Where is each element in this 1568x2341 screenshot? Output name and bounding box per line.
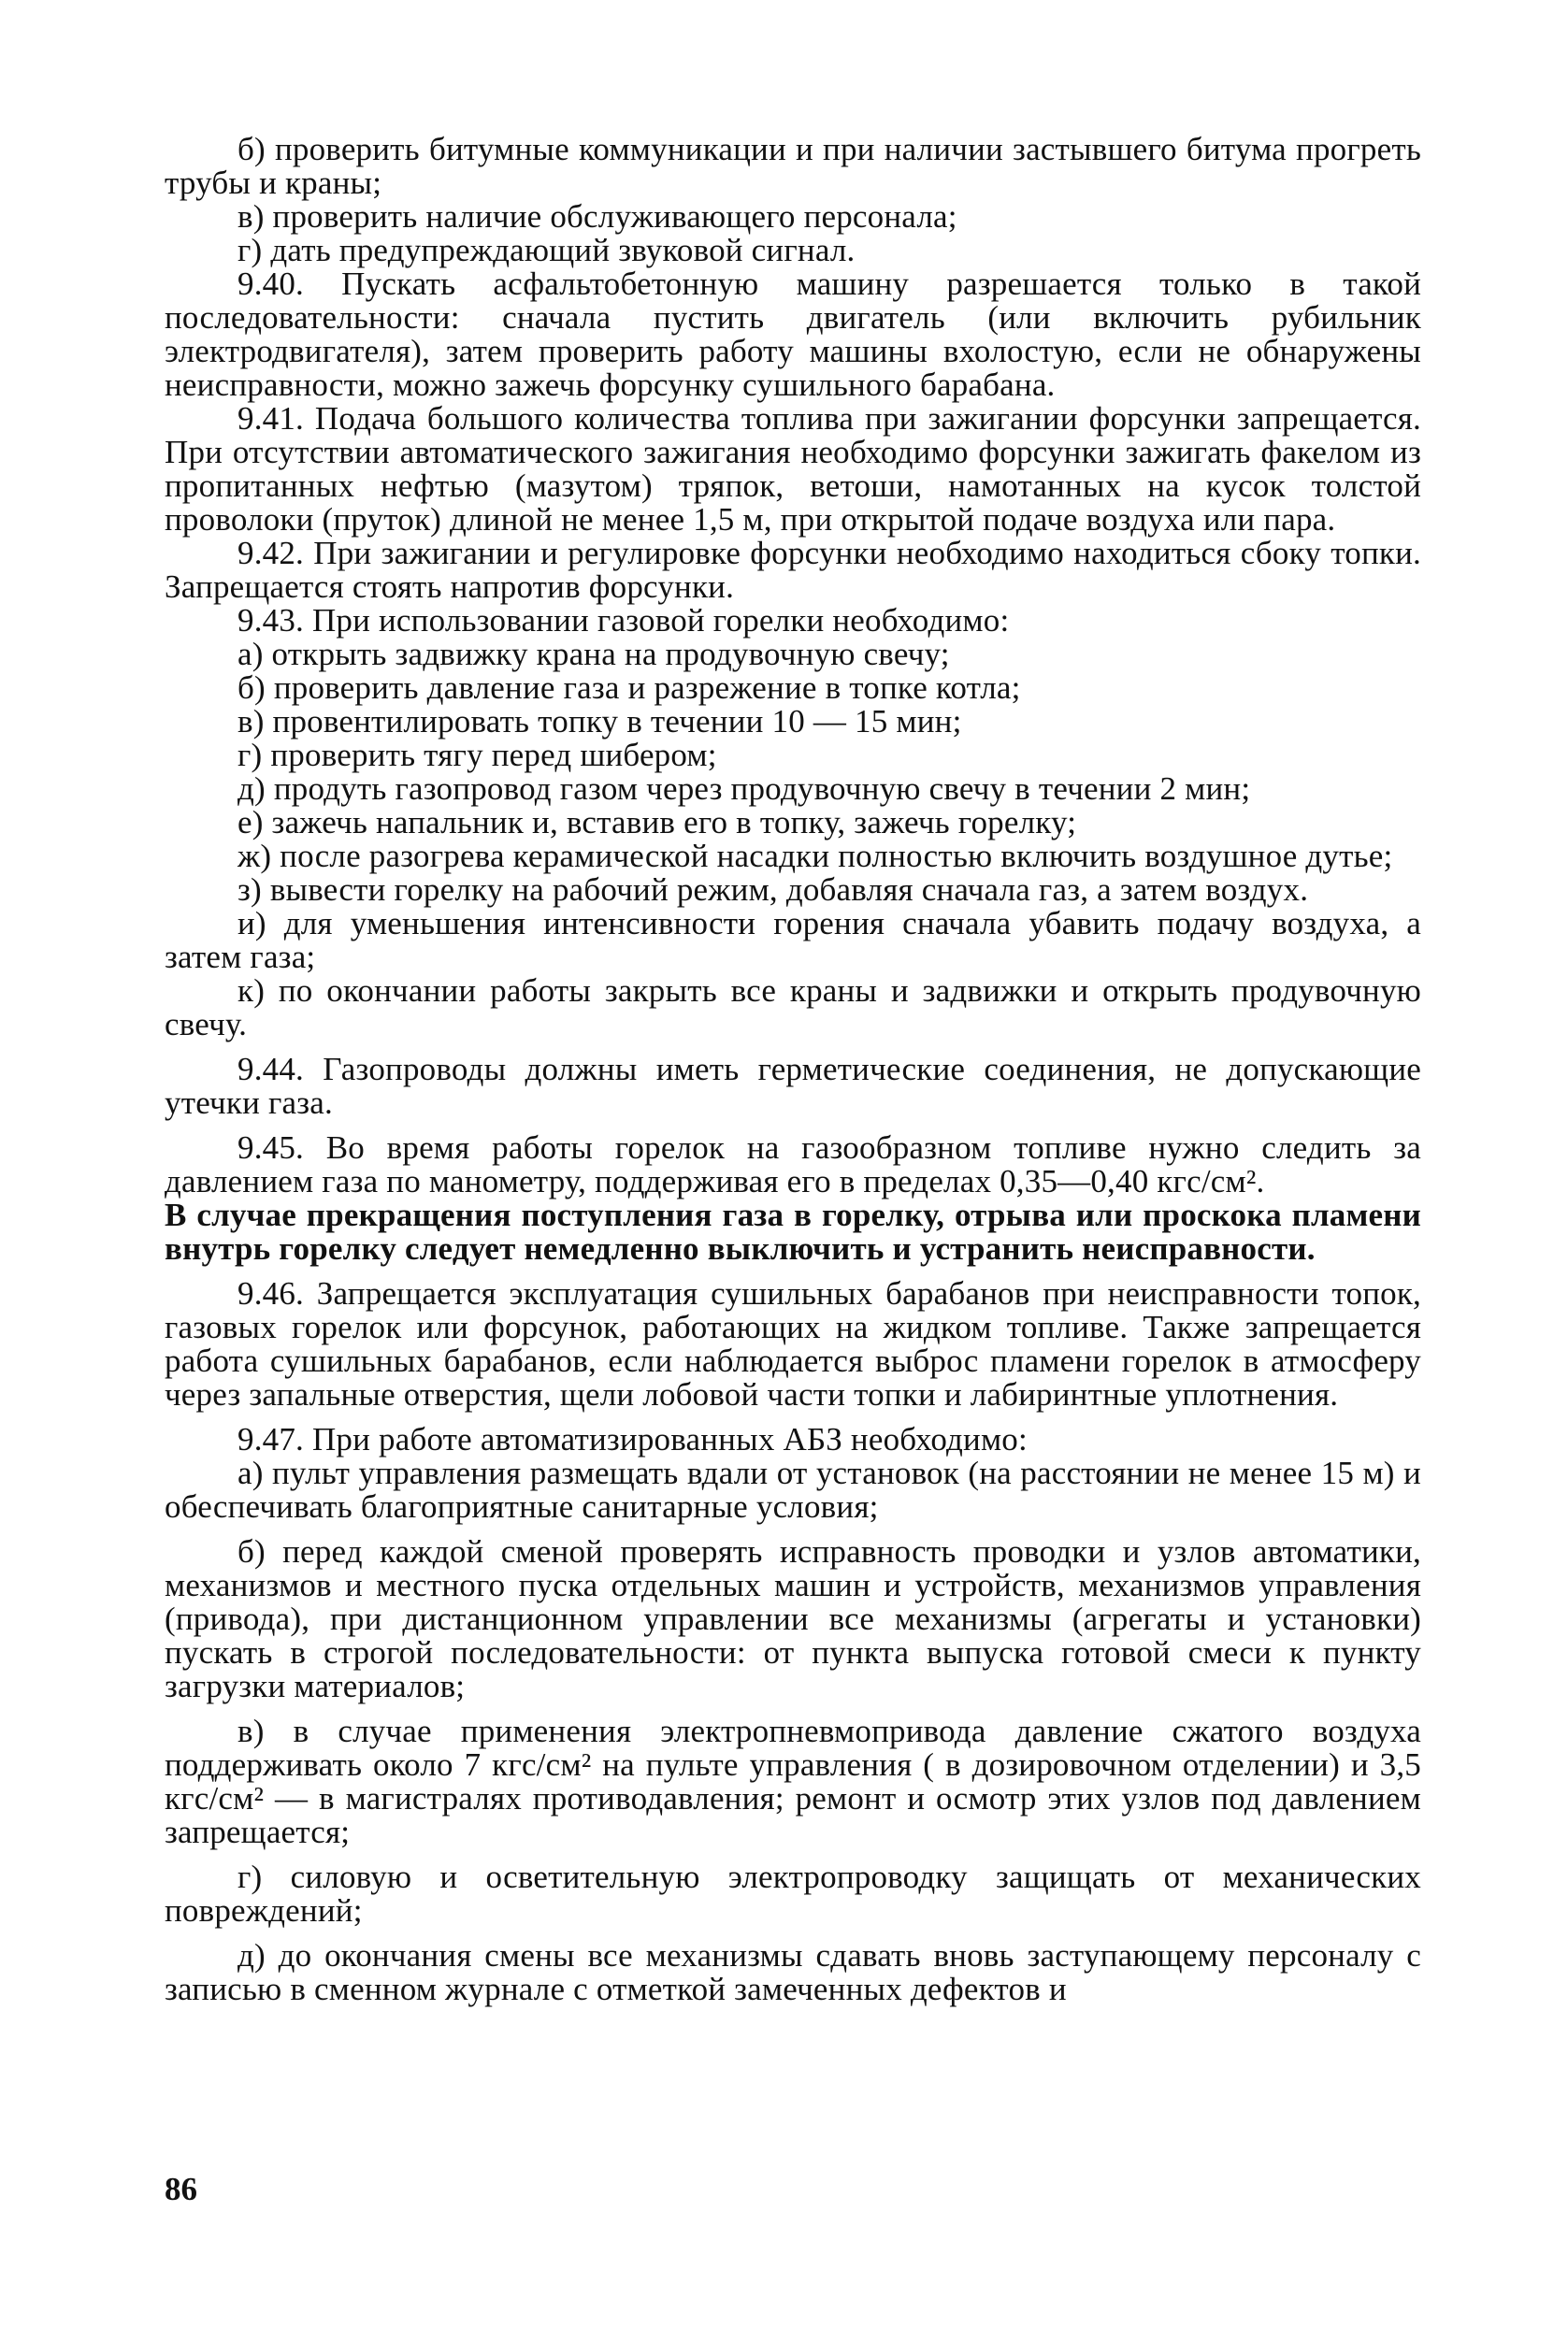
paragraph: 9.47. При работе автоматизированных АБЗ необходимо: (237, 1421, 1028, 1458)
paragraph: 9.43. При использовании газовой горелки необходимо: (237, 602, 1010, 639)
paragraph: 9.46. Запрещается эксплуатация сушильных барабанов при неисправности топок, газовых горелок или форсунок, работающих на жидком топливе. Также запрещается работа сушильных барабанов, если наблюдается выброс пламени горелок в атмосферу через запальные отверстия, щели лобовой части топки и лабиринтные уплотнения. (165, 1275, 1421, 1413)
paragraph: 9.41. Подача большого количества топлива при зажигании форсунки запрещается. При отсутствии автоматического зажигания необходимо форсунки зажигать факелом из пропитанных нефтью (мазутом) тряпок, ветоши, намотанных на кусок толстой проволоки (пруток) длиной не менее 1,5 м, при открытой подаче воздуха или пара. (165, 400, 1421, 538)
paragraph: 9.42. При зажигании и регулировке форсунки необходимо находиться сбоку топки. Запрещается стоять напротив форсунки. (165, 535, 1421, 605)
list-item: г) силовую и осветительную электропроводку защищать от механических повреждений; (165, 1859, 1421, 1929)
list-item: а) открыть задвижку крана на продувочную свечу; (237, 636, 950, 672)
list-item: в) провентилировать топку в течении 10 — 15 мин; (237, 703, 962, 740)
list-item: и) для уменьшения интенсивности горения сначала убавить подачу воздуха, а затем газа; (165, 905, 1421, 975)
list-item: б) проверить давление газа и разрежение в топке котла; (237, 669, 1021, 706)
paragraph: 9.40. Пускать асфальтобетонную машину разрешается только в такой последовательности: сначала пустить двигатель (или включить рубильник электродвигателя), затем проверить работу машины вхолостую, если не обнаружены неисправности, можно зажечь форсунку сушильного барабана. (165, 266, 1421, 403)
list-item: д) продуть газопровод газом через продувочную свечу в течении 2 мин; (237, 770, 1251, 807)
list-item: а) пульт управления размещать вдали от установок (на расстоянии не менее 15 м) и обеспечивать благоприятные санитарные условия; (165, 1455, 1421, 1525)
list-item: д) до окончания смены все механизмы сдавать вновь заступающему персоналу с записью в сменном журнале с отметкой замеченных дефектов и (165, 1937, 1421, 2007)
paragraph: б) проверить битумные коммуникации и при наличии застывшего битума прогреть трубы и краны; (165, 131, 1421, 201)
list-item: з) вывести горелку на рабочий режим, добавляя сначала газ, а затем воздух. (237, 871, 1309, 908)
body-text (165, 133, 1421, 2006)
paragraph: 9.45. Во время работы горелок на газообразном топливе нужно следить за давлением газа по манометру, поддерживая его в пределах 0,35—0,40 кгс/см². (165, 1129, 1421, 1199)
warning-paragraph: В случае прекращения поступления газа в горелку, отрыва или проскока пламени внутрь горелку следует немедленно выключить и устранить неисправности. (165, 1197, 1421, 1267)
paragraph: в) проверить наличие обслуживающего персонала; (237, 198, 957, 235)
list-item: е) зажечь напальник и, вставив его в топку, зажечь горелку; (237, 804, 1077, 840)
list-item: ж) после разогрева керамической насадки полностью включить воздушное дутье; (237, 838, 1393, 874)
list-item: б) перед каждой сменой проверять исправность проводки и узлов автоматики, механизмов и местного пуска отдельных машин и устройств, механизмов управления (привода), при дистанционном управлении все механизмы (агрегаты и установки) пускать в строгой последовательности: от пункта выпуска готовой смеси к пункту загрузки материалов; (165, 1533, 1421, 1704)
paragraph: г) дать предупреждающий звуковой сигнал. (237, 232, 856, 268)
list-item: г) проверить тягу перед шибером; (237, 737, 717, 773)
list-item: в) в случае применения электропневмопривода давление сжатого воздуха поддерживать около 7 кгс/см² на пульте управления ( в дозировочном отделении) и 3,5 кгс/см² — в магистралях противодавления; ремонт и осмотр этих узлов под давлением запрещается; (165, 1713, 1421, 1850)
page-number: 86 (165, 2171, 197, 2207)
list-item: к) по окончании работы закрыть все краны и задвижки и открыть продувочную свечу. (165, 972, 1421, 1042)
paragraph: 9.44. Газопроводы должны иметь герметические соединения, не допускающие утечки газа. (165, 1051, 1421, 1121)
